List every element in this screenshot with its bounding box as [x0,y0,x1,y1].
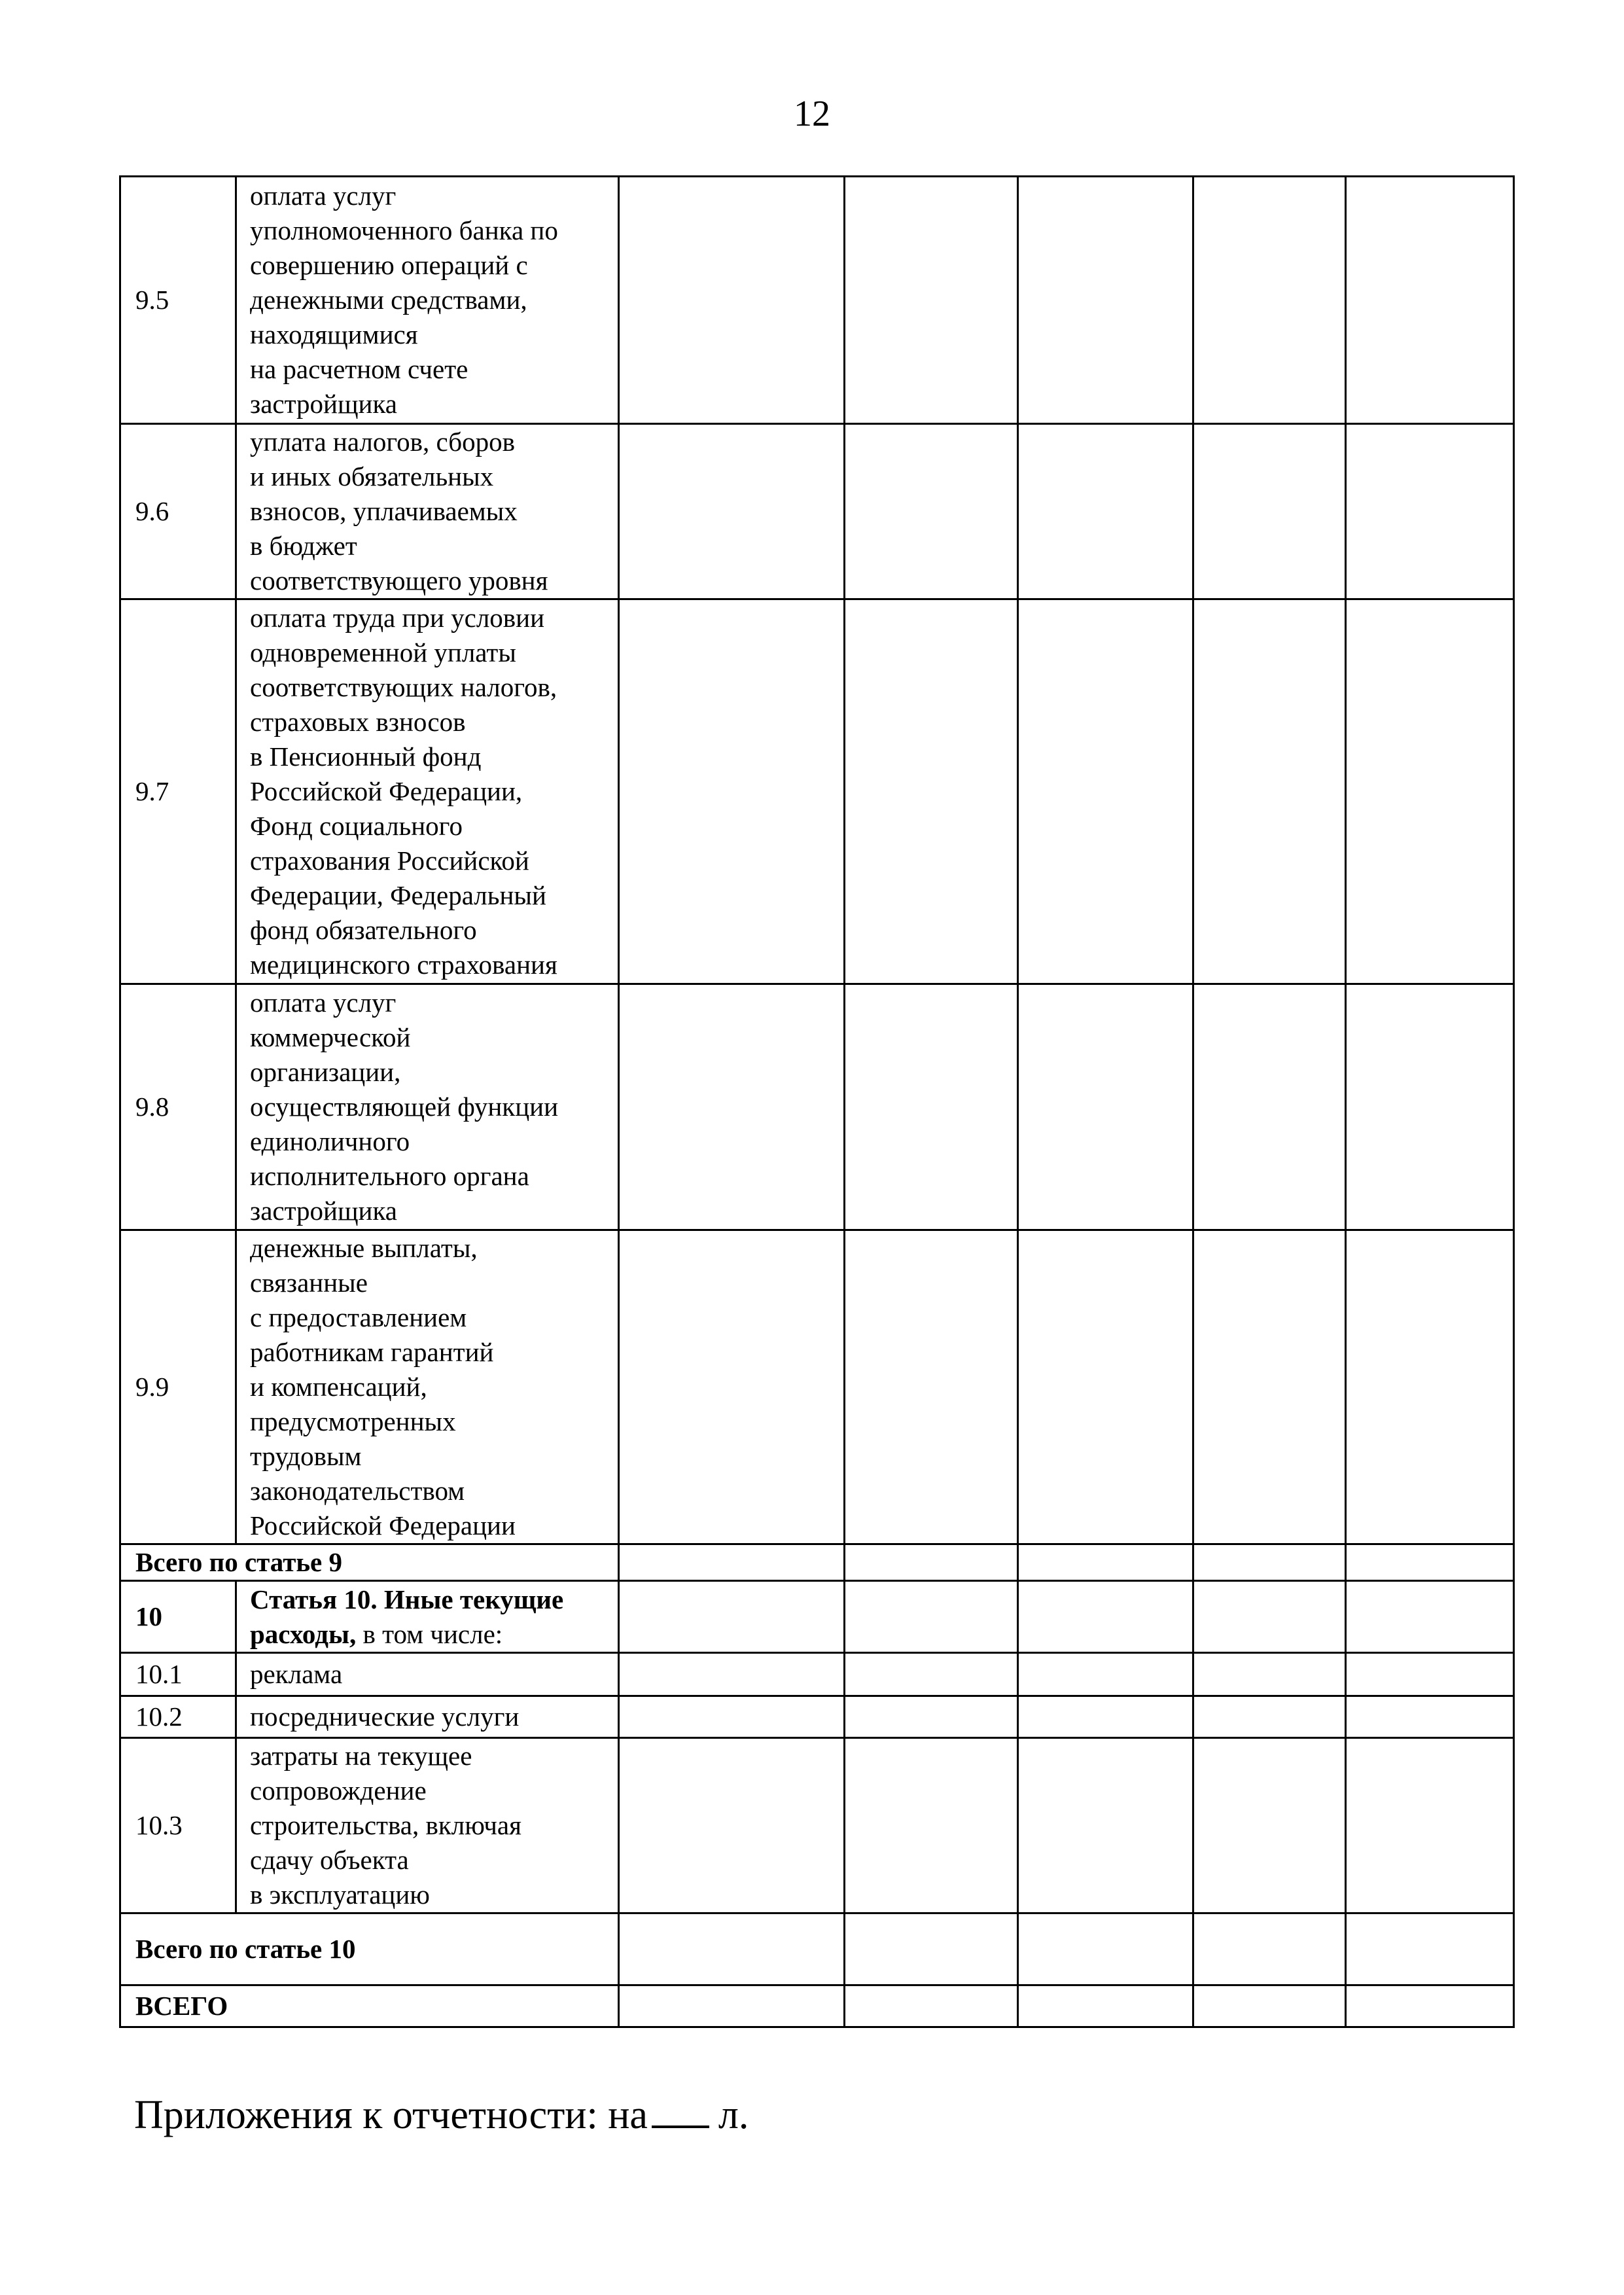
attachments-note [134,2091,749,2139]
value-cell [1018,599,1193,984]
article-10-row [120,1581,1514,1653]
value-cell [1018,1544,1193,1581]
value-cell [845,1653,1018,1696]
row-number: 10 [120,1581,236,1653]
table-row [120,177,1514,424]
value-cell [1018,1581,1193,1653]
value-cell [619,177,845,424]
row-description: затраты на текущее сопровождение строительства, включая сдачу объекта в эксплуатацию [236,1738,619,1913]
value-cell [1193,1544,1346,1581]
value-cell [845,1913,1018,1985]
value-cell [619,1913,845,1985]
value-cell [1018,1985,1193,2027]
value-cell [1346,424,1514,599]
value-cell [845,1738,1018,1913]
grand-total-label: ВСЕГО [120,1985,619,2027]
row-number: 9.9 [120,1230,236,1544]
page-number: 12 [794,94,830,134]
value-cell [1193,984,1346,1230]
value-cell [1346,599,1514,984]
value-cell [619,1544,845,1581]
value-cell [1193,1696,1346,1738]
value-cell [619,599,845,984]
value-cell [1193,1985,1346,2027]
table-row [120,424,1514,599]
value-cell [1193,177,1346,424]
table-row [120,1696,1514,1738]
table-row [120,599,1514,984]
value-cell [845,1985,1018,2027]
total-row-article-9 [120,1544,1514,1581]
value-cell [1346,1738,1514,1913]
value-cell [1346,177,1514,424]
table-row [120,1653,1514,1696]
value-cell [845,1230,1018,1544]
expenses-table [119,175,1515,2028]
grand-total-row [120,1985,1514,2027]
value-cell [1193,599,1346,984]
value-cell [1018,1913,1193,1985]
value-cell [1346,1581,1514,1653]
table-row [120,1230,1514,1544]
attachments-note-prefix: Приложения к отчетности: на [134,2093,648,2137]
value-cell [1193,1653,1346,1696]
value-cell [1018,1230,1193,1544]
value-cell [845,177,1018,424]
row-description: оплата услуг коммерческой организации, осуществляющей функции единоличного исполнительного органа застройщика [236,984,619,1230]
value-cell [1346,1985,1514,2027]
value-cell [845,984,1018,1230]
attachments-note-suffix: л. [718,2093,749,2137]
value-cell [619,1581,845,1653]
value-cell [619,1696,845,1738]
value-cell [619,424,845,599]
value-cell [845,1581,1018,1653]
value-cell [1346,1230,1514,1544]
value-cell [1193,1230,1346,1544]
value-cell [1193,1581,1346,1653]
value-cell [845,1696,1018,1738]
value-cell [1193,424,1346,599]
row-description: денежные выплаты, связанные с предоставлением работникам гарантий и компенсаций, предусмотренных трудовым законодательством Российской Федерации [236,1230,619,1544]
total-label: Всего по статье 10 [120,1913,619,1985]
total-label: Всего по статье 9 [120,1544,619,1581]
value-cell [1346,1544,1514,1581]
value-cell [845,424,1018,599]
value-cell [1193,1913,1346,1985]
row-description: Статья 10. Иные текущие расходы, в том числе: [236,1581,619,1653]
value-cell [619,1738,845,1913]
total-row-article-10 [120,1913,1514,1985]
value-cell [1018,1653,1193,1696]
value-cell [619,984,845,1230]
value-cell [1018,1738,1193,1913]
value-cell [1018,177,1193,424]
row-description: реклама [236,1653,619,1696]
row-description: посреднические услуги [236,1696,619,1738]
value-cell [1346,1653,1514,1696]
table-row [120,1738,1514,1913]
row-number: 10.2 [120,1696,236,1738]
row-description: оплата услуг уполномоченного банка по совершению операций с денежными средствами, находящимися на расчетном счете застройщика [236,177,619,424]
value-cell [1018,984,1193,1230]
row-number: 9.5 [120,177,236,424]
row-description: уплата налогов, сборов и иных обязательных взносов, уплачиваемых в бюджет соответствующего уровня [236,424,619,599]
row-number: 9.7 [120,599,236,984]
value-cell [619,1985,845,2027]
row-description: оплата труда при условии одновременной уплаты соответствующих налогов, страховых взносов в Пенсионный фонд Российской Федерации, Фонд социального страхования Российской Федерации, Федеральный фонд обязательного медицинского страхования [236,599,619,984]
value-cell [1346,1913,1514,1985]
value-cell [845,1544,1018,1581]
value-cell [1346,984,1514,1230]
row-number: 10.3 [120,1738,236,1913]
value-cell [845,599,1018,984]
value-cell [619,1230,845,1544]
table-row [120,984,1514,1230]
value-cell [619,1653,845,1696]
row-number: 9.6 [120,424,236,599]
value-cell [1346,1696,1514,1738]
sheet-count-blank [652,2093,709,2128]
row-number: 9.8 [120,984,236,1230]
value-cell [1018,1696,1193,1738]
value-cell [1018,424,1193,599]
value-cell [1193,1738,1346,1913]
row-number: 10.1 [120,1653,236,1696]
